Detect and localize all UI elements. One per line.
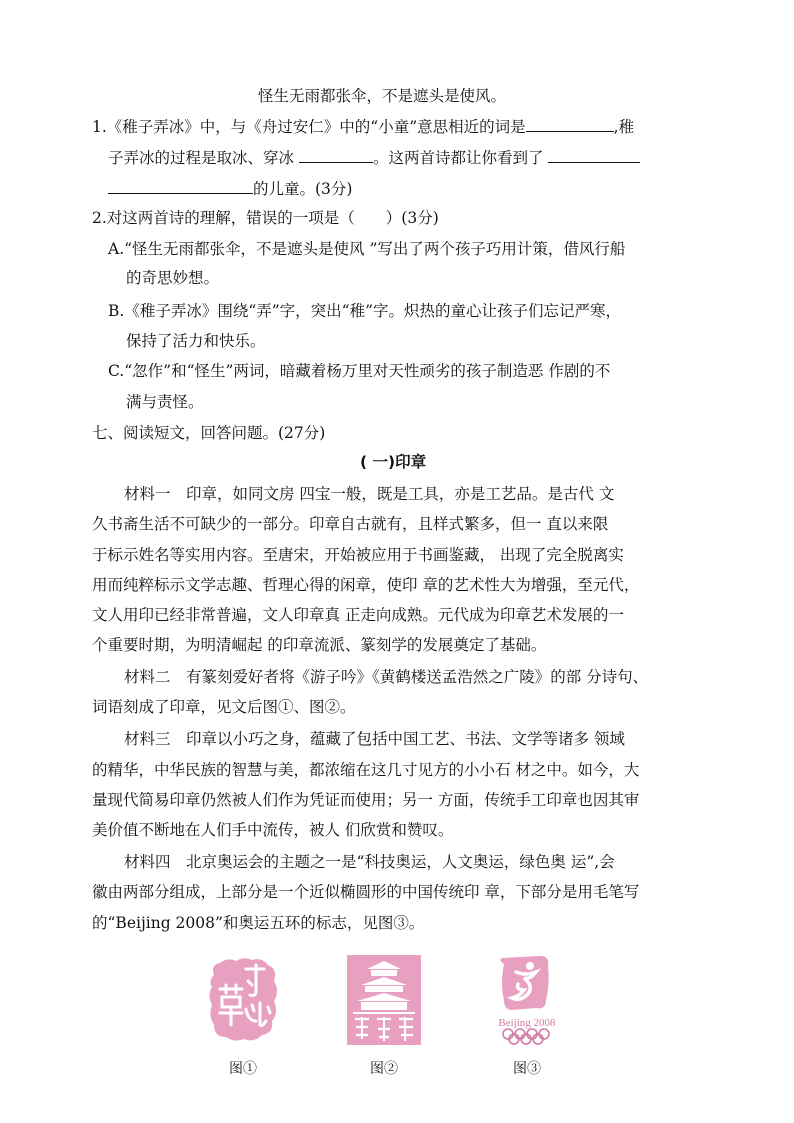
section-7-heading: 七、阅读短文，回答问题。(27分): [92, 424, 326, 442]
option-c-line-2: 满与责怪。: [126, 393, 204, 411]
passage-line-4: 用而纯粹标示文学志趣、哲理心得的闲章，使印 章的艺术性大为增强，至元代，: [92, 576, 640, 594]
passage-line-14: 徽由两部分组成，上部分是一个近似椭圆形的中国传统印 章，下部分是用毛笔写: [92, 883, 640, 901]
figure-caption-3: 图③: [513, 1062, 541, 1077]
passage-line-10: 的精华，中华民族的智慧与美，都浓缩在这几寸见方的小小石 材之中。如今，大: [92, 761, 640, 779]
question-1-line-1: [92, 115, 634, 137]
emblem-text: Beijing 2008: [498, 1017, 556, 1029]
poem-line: 怪生无雨都张伞，不是遮头是使风。: [258, 87, 507, 105]
passage-line-15: 的“Beijing 2008”和奥运五环的标志，见图③。: [92, 914, 425, 932]
option-a-line-1: A.“怪生无雨都张伞，不是遮头是使风 ”写出了两个孩子巧用计策，借风行船: [108, 240, 626, 258]
passage-line-13: 材料四 北京奥运会的主题之一是“科技奥运，人文奥运，绿色奥 运”,会: [124, 853, 615, 871]
answer-blank-1[interactable]: [526, 115, 614, 132]
passage-line-6: 个重要时期，为明清崛起 的印章流派、篆刻学的发展奠定了基础。: [92, 636, 547, 654]
option-c-line-1: C.“忽作”和“怪生”两词，暗藏着杨万里对天性顽劣的孩子制造恶 作剧的不: [108, 362, 611, 380]
question-1-text-e: 的儿童。(3分): [253, 180, 353, 198]
seal-image-2: [347, 955, 421, 1045]
passage-line-9: 材料三 印章以小巧之身，蕴藏了包括中国工艺、书法、文学等诸多 领域: [124, 730, 625, 748]
question-1-line-3: [108, 177, 352, 199]
question-1-text-c: 子弄冰的过程是取冰、穿冰: [108, 149, 295, 167]
passage-line-7: 材料二 有篆刻爱好者将《游子吟》《黄鹤楼送孟浩然之广陵》的部 分诗句、: [124, 668, 649, 686]
passage-title: ( 一)印章: [360, 453, 427, 471]
passage-line-12: 美价值不断地在人们手中流传，被人 们欣赏和赞叹。: [92, 821, 454, 839]
olympic-emblem-image: [490, 954, 564, 1046]
question-1-line-2: [108, 146, 640, 168]
answer-blank-2[interactable]: [299, 146, 373, 163]
question-1-text-a: 1.《稚子弄冰》中，与《舟过安仁》中的“小童”意思相近的词是: [92, 118, 526, 136]
answer-blank-3[interactable]: [548, 146, 640, 163]
figure-caption-1: 图①: [229, 1062, 257, 1077]
passage-line-3: 于标示姓名等实用内容。至唐宋，开始被应用于书画鉴藏， 出现了完全脱离实: [92, 546, 624, 564]
answer-blank-4[interactable]: [108, 177, 253, 194]
passage-line-1: 材料一 印章，如同文房 四宝一般，既是工具，亦是工艺品。是古代 文: [124, 485, 615, 503]
passage-line-2: 久书斋生活不可缺少的一部分。印章自古就有，且样式繁多，但一 直以来限: [92, 515, 609, 533]
passage-line-11: 量现代简易印章仍然被人们作为凭证而使用；另一 方面，传统手工印章也因其审: [92, 791, 640, 809]
question-1-text-b: ,稚: [613, 118, 635, 136]
option-b-line-2: 保持了活力和快乐。: [126, 332, 266, 350]
question-2-stem: 2.对这两首诗的理解，错误的一项是（ ）(3分): [92, 209, 439, 227]
figure-caption-2: 图②: [370, 1062, 398, 1077]
passage-line-8: 词语刻成了印章，见文后图①、图②。: [92, 698, 356, 716]
seal-image-1: [206, 955, 280, 1043]
question-1-text-d: 。这两首诗都让你看到了: [372, 149, 544, 167]
option-b-line-1: B.《稚子弄冰》围绕“弄”字，突出“稚”字。炽热的童心让孩子们忘记严寒，: [108, 302, 622, 320]
option-a-line-2: 的奇思妙想。: [126, 269, 220, 287]
passage-line-5: 文人用印已经非常普遍，文人印章真 正走向成熟。元代成为印章艺术发展的一: [92, 606, 624, 624]
